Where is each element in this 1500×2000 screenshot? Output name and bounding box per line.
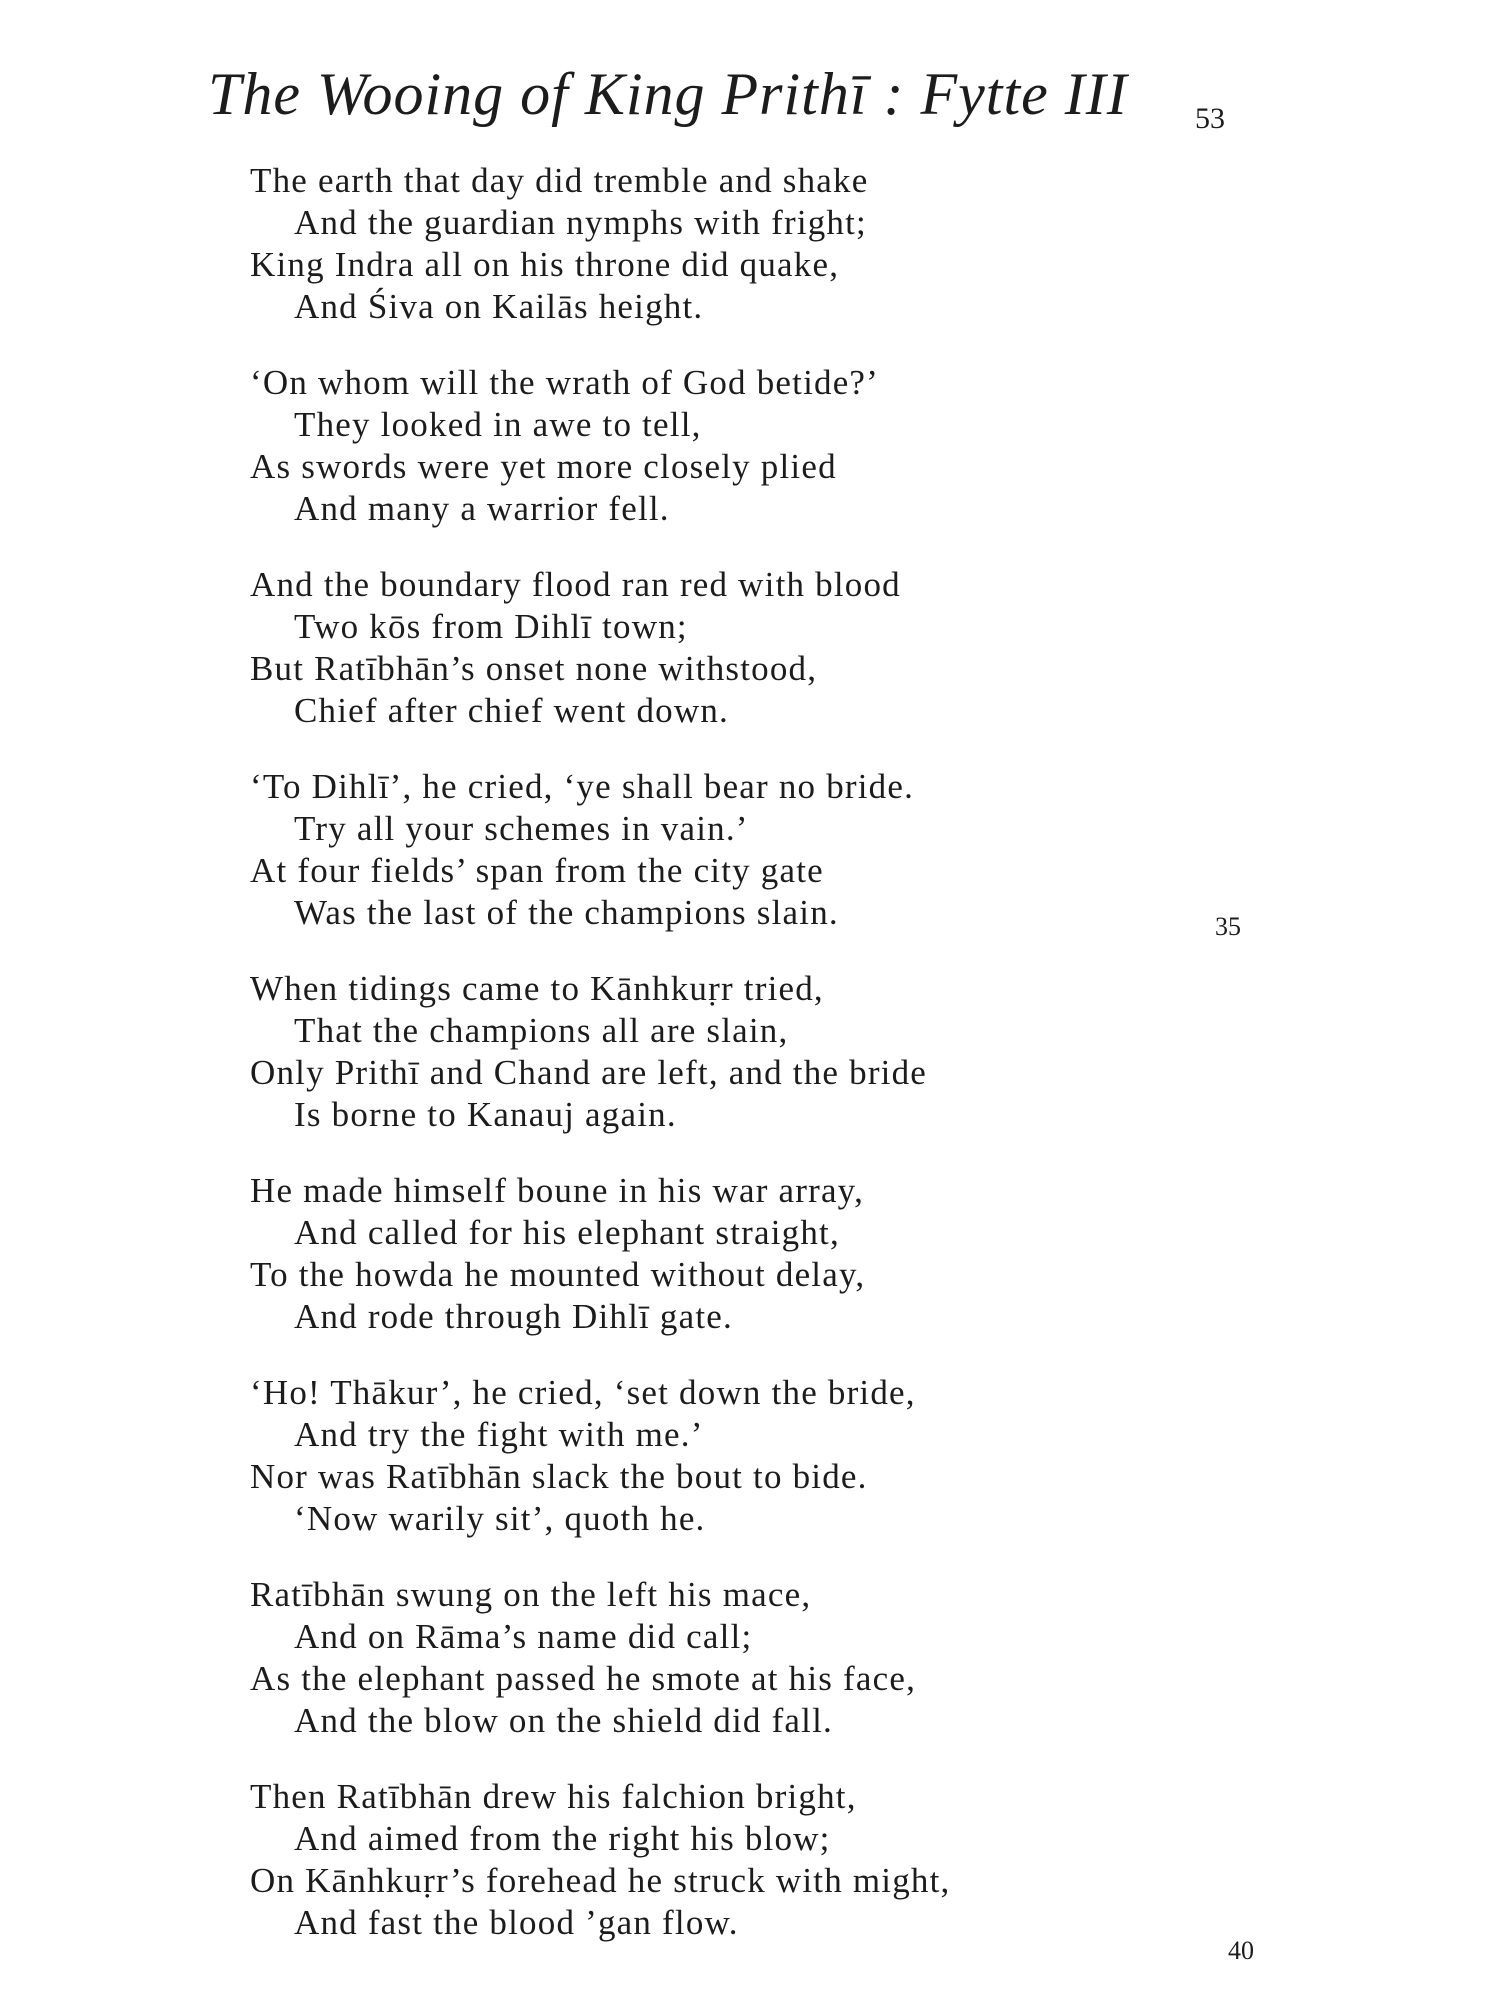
verse-line: King Indra all on his throne did quake,: [250, 245, 840, 284]
verse-line: Was the last of the champions slain.: [294, 893, 839, 932]
verse-line: And called for his elephant straight,: [294, 1213, 840, 1252]
verse-line: And try the fight with me.’: [294, 1415, 704, 1454]
verse-line: At four fields’ span from the city gate: [250, 851, 824, 890]
verse-line: But Ratībhān’s onset none withstood,: [250, 649, 818, 688]
verse-line: Try all your schemes in vain.’: [294, 809, 749, 848]
verse-line: Nor was Ratībhān slack the bout to bide.: [250, 1457, 868, 1496]
page-number: 53: [1195, 102, 1225, 135]
verse-line: And Śiva on Kailās height.: [294, 287, 704, 326]
stanza: [250, 1776, 1300, 1944]
running-title: The Wooing of King Prithī : Fytte III: [208, 61, 1128, 127]
verse-line: ‘To Dihlī’, he cried, ‘ye shall bear no bride.: [250, 767, 915, 806]
verse-line: The earth that day did tremble and shake: [250, 161, 869, 200]
verse-line: And the guardian nymphs with fright;: [294, 203, 867, 242]
verse-line: And on Rāma’s name did call;: [294, 1617, 753, 1656]
stanza: [250, 766, 1300, 934]
verse-line: Is borne to Kanauj again.: [294, 1095, 677, 1134]
stanza: [250, 160, 1300, 328]
verse-line: And fast the blood ’gan flow.: [294, 1903, 739, 1942]
verse-line: ‘Ho! Thākur’, he cried, ‘set down the bride,: [250, 1373, 916, 1412]
verse-line: Ratībhān swung on the left his mace,: [250, 1575, 812, 1614]
verse-line: That the champions all are slain,: [294, 1011, 789, 1050]
verse-line: Only Prithī and Chand are left, and the bride: [250, 1053, 928, 1092]
stanza: [250, 968, 1300, 1136]
verse-line: On Kānhkuṛr’s forehead he struck with might,: [250, 1861, 951, 1900]
verse-line: And aimed from the right his blow;: [294, 1819, 831, 1858]
verse-line: When tidings came to Kānhkuṛr tried,: [250, 969, 824, 1008]
verse-line: And many a warrior fell.: [294, 489, 670, 528]
poem-body: [250, 160, 1300, 1978]
verse-line: Then Ratībhān drew his falchion bright,: [250, 1777, 857, 1816]
verse-line: ‘Now warily sit’, quoth he.: [294, 1499, 706, 1538]
verse-line: Chief after chief went down.: [294, 691, 729, 730]
verse-line: And rode through Dihlī gate.: [294, 1297, 733, 1336]
stanza: [250, 564, 1300, 732]
stanza: [250, 1170, 1300, 1338]
verse-line: As swords were yet more closely plied: [250, 447, 837, 486]
line-number-40: 40: [1228, 1936, 1254, 1965]
stanza: [250, 362, 1300, 530]
stanza: [250, 1574, 1300, 1742]
verse-line: They looked in awe to tell,: [294, 405, 702, 444]
verse-line: And the boundary flood ran red with blood: [250, 565, 901, 604]
verse-line: He made himself boune in his war array,: [250, 1171, 865, 1210]
stanza: [250, 1372, 1300, 1540]
verse-line: To the howda he mounted without delay,: [250, 1255, 866, 1294]
verse-line: ‘On whom will the wrath of God betide?’: [250, 363, 880, 402]
verse-line: Two kōs from Dihlī town;: [294, 607, 688, 646]
verse-line: As the elephant passed he smote at his face,: [250, 1659, 917, 1698]
verse-line: And the blow on the shield did fall.: [294, 1701, 833, 1740]
line-number-35: 35: [1215, 912, 1241, 941]
